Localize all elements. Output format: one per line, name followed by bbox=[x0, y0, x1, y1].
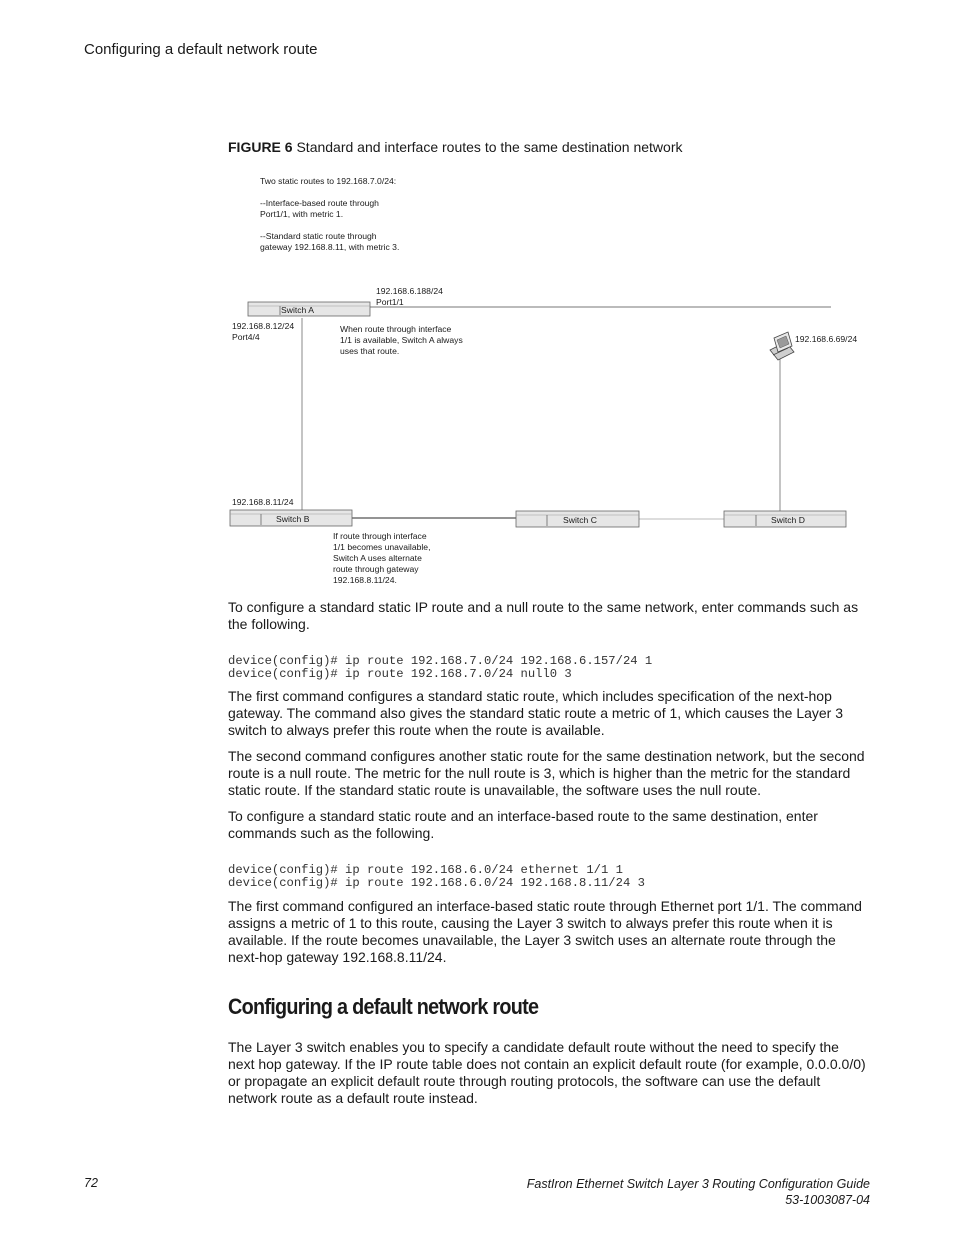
computer-icon bbox=[770, 332, 794, 360]
code-line: device(config)# ip route 192.168.6.0/24 192.168.8.11/24 3 bbox=[228, 875, 645, 890]
figure-caption bbox=[228, 139, 682, 155]
code-block bbox=[228, 864, 645, 889]
switch-d-label: Switch D bbox=[771, 515, 805, 525]
diagram-note-line-4: --Standard static route through bbox=[260, 231, 377, 241]
code-line: device(config)# ip route 192.168.7.0/24 192.168.6.157/24 1 bbox=[228, 654, 653, 668]
unavailable-note-line-2: 1/1 becomes unavailable, bbox=[333, 542, 431, 552]
switch-d bbox=[724, 511, 846, 527]
available-note-line-1: When route through interface bbox=[340, 324, 452, 334]
switch-b bbox=[230, 510, 352, 526]
page-number: 72 bbox=[84, 1176, 98, 1190]
unavailable-note-line-3: Switch A uses alternate bbox=[333, 553, 422, 563]
port4-ip-label: 192.168.8.12/24 bbox=[232, 321, 295, 331]
paragraph: The second command configures another static route for the same destination network, but the second route is a null route. The metric for the null route is 3, which is higher than the metric for the standard static route. If the standard static route is unavailable, the software uses the null route. bbox=[228, 748, 865, 798]
port4-name-label: Port4/4 bbox=[232, 332, 260, 342]
figure-label: FIGURE 6 bbox=[228, 139, 293, 155]
switch-c bbox=[516, 511, 639, 527]
paragraph: To configure a standard static route and an interface-based route to the same destination, enter commands such as the following. bbox=[228, 808, 818, 841]
paragraph: The Layer 3 switch enables you to specify a candidate default route without the need to specify the next hop gateway. If the IP route table does not contain an explicit default route (for example, 0.0.0.0/0) or propagate an explicit default route through routing protocols, the software can use the default network route as a default route instead. bbox=[228, 1039, 866, 1106]
switch-b-label: Switch B bbox=[276, 514, 310, 524]
paragraph: The first command configured an interface-based static route through Ethernet port 1/1. The command assigns a metric of 1 to this route, causing the Layer 3 switch to always prefer this route when it is available. If the route becomes unavailable, the Layer 3 switch uses an alternate route through the next-hop gateway 192.168.8.11/24. bbox=[228, 898, 862, 965]
diagram-note-line-1: Two static routes to 192.168.7.0/24: bbox=[260, 176, 397, 186]
code-block bbox=[228, 655, 652, 680]
switch-a bbox=[248, 302, 370, 316]
available-note-line-3: uses that route. bbox=[340, 346, 400, 356]
diagram-note-line-2: --Interface-based route through bbox=[260, 198, 379, 208]
unavailable-note-line-1: If route through interface bbox=[333, 531, 427, 541]
switch-b-ip-label: 192.168.8.11/24 bbox=[232, 497, 294, 507]
figure-caption-text: Standard and interface routes to the same destination network bbox=[296, 139, 683, 155]
switch-c-label: Switch C bbox=[563, 515, 597, 525]
switch-a-label: Switch A bbox=[281, 305, 314, 315]
footer-doc-title: FastIron Ethernet Switch Layer 3 Routing Configuration Guide bbox=[526, 1177, 870, 1191]
footer-doc-number: 53-1003087-04 bbox=[785, 1193, 870, 1207]
diagram-note-line-5: gateway 192.168.8.11, with metric 3. bbox=[260, 242, 400, 252]
code-line: device(config)# ip route 192.168.7.0/24 null0 3 bbox=[228, 666, 572, 681]
footer-doc-info bbox=[527, 1176, 870, 1208]
paragraph: The first command configures a standard static route, which includes specification of the next-hop gateway. The command also gives the standard static route a metric of 1, which causes the Layer 3 switch to always prefer this route when the route is available. bbox=[228, 688, 844, 738]
available-note-line-2: 1/1 is available, Switch A always bbox=[340, 335, 463, 345]
host-ip-label: 192.168.6.69/24 bbox=[795, 334, 858, 344]
code-line: device(config)# ip route 192.168.6.0/24 ethernet 1/1 1 bbox=[228, 863, 623, 877]
port1-ip-label: 192.168.6.188/24 bbox=[376, 286, 443, 296]
running-header: Configuring a default network route bbox=[84, 41, 318, 58]
network-diagram bbox=[226, 168, 876, 588]
diagram-note-line-3: Port1/1, with metric 1. bbox=[260, 209, 344, 219]
section-title: Configuring a default network route bbox=[228, 994, 539, 1019]
unavailable-note-line-5: 192.168.8.11/24. bbox=[333, 575, 397, 585]
unavailable-note-line-4: route through gateway bbox=[333, 564, 419, 574]
port1-name-label: Port1/1 bbox=[376, 297, 404, 307]
paragraph: To configure a standard static IP route and a null route to the same network, enter commands such as the following. bbox=[228, 599, 859, 632]
